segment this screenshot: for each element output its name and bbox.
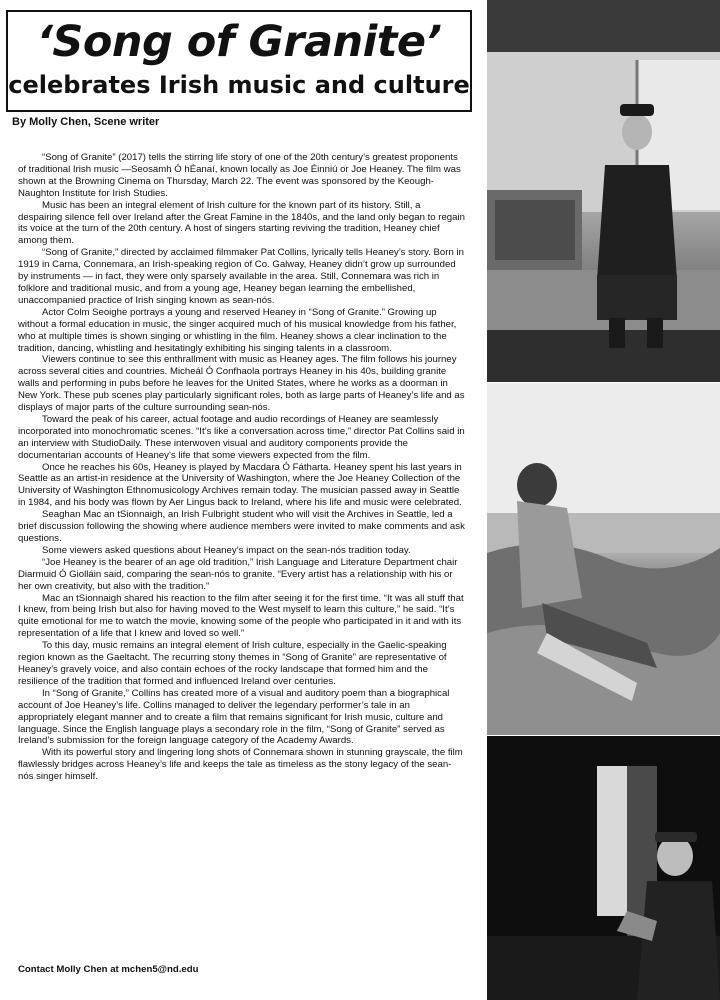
article-paragraph: Actor Colm Seoighe portrays a young and reserved Heaney in “Song of Granite.” Growing up without a formal education in music, the singer acquired much of his musical knowledge from his father, who at multiple times is shown singing or whistling in the film. Heaney shows a clear inclination to the tradition, dancing, whistling and hesitatingly exhibiting his singing talents in a classroom. — [18, 306, 457, 354]
headline-title: ‘Song of Granite’ — [36, 17, 442, 67]
article-paragraph: Mac an tSionnaigh shared his reaction to the film after seeing it for the first time. “It was all stuff that I knew, from being Irish but also for having moved to the West myself to learn this culture,” he said. “It’s quite emotional for me to watch the movie, knowing some of the people who participated in it and with its representation of a life that I knew and loved so well.” — [18, 592, 464, 640]
article-paragraph: “Song of Granite” (2017) tells the stirring life story of one of the 20th century’s greatest proponents of traditional Irish music —Seosamh Ó hÉanaí, known locally as Joe Éinniú or Joe Heaney. The film was shown at the Browning Cinema on Thursday, March 22. The event was sponsored by the Keough-Naughton Institute for Irish Studies. — [18, 152, 461, 199]
article-paragraph: With its powerful story and lingering long shots of Connemara shown in stunning grayscale, the film flawlessly bridges across Heaney’s life and keeps the tale as timeless as the stony legacy of the sean-nós singer himself. — [18, 747, 463, 783]
article-paragraph: Once he reaches his 60s, Heaney is played by Macdara Ó Fátharta. Heaney spent his last years in Seattle as an artist-in residence at the University of Washington, where the Joe Heaney Collection of the University of Washington Ethnomusicology Archives remain today. The musician passed away in Seattle in 1984, and his body was flown by Aer Lingus back to Ireland, where his life and music were celebrated. — [18, 461, 462, 509]
byline: By Molly Chen, Scene writer — [12, 116, 160, 128]
article-paragraph: Toward the peak of his career, actual footage and audio recordings of Heaney are seamlessly incorporated into monochromatic scenes. “It’s like a conversation across time,” director Pat Collins said in an interview with StudioDaily. These interwoven visual and auditory components provide the documentarian accounts of Heaney’s life that some viewers expected from the film. — [18, 413, 465, 461]
article-paragraph: In “Song of Granite,” Collins has created more of a visual and auditory poem than a biographical account of Joe Heaney’s life. Collins managed to deliver the legendary performer’s tale in an appropriately elegant manner and to create a film that remains significant for Irish music, culture and language. Since the English language plays a secondary role in the film, “Song of Granite” served as Ireland’s submission for the foreign language category of the Academy Awards. — [18, 687, 450, 747]
film-still-doorman-photo — [487, 0, 720, 382]
headline-box — [6, 10, 472, 112]
article-paragraph: Music has been an integral element of Irish culture for the known part of its history. Still, a despairing silence fell over Ireland after the Great Famine in the 1840s, and the land only began to regain its voice at the turn of the 20th century. A host of singers starting reviving the tradition, Heaney chief among them. — [18, 199, 465, 247]
article-paragraph: “Joe Heaney is the bearer of an age old tradition,” Irish Language and Literature Department chair Diarmuid Ó Giolláin said, comparing the sean-nós to granite. “Every artist has a relationship with his or her own creativity, but also with the tradition.” — [18, 556, 458, 592]
article-paragraph: “Song of Granite,” directed by acclaimed filmmaker Pat Collins, lyrically tells Heaney’s story. Born in 1919 in Carna, Connemara, an Irish-speaking region of Co. Galway, Heaney didn’t grow up surrounded by instruments — in fact, they were only sparsely available in the area. Still, Connemara was rich in folklore and traditional music, and from a young age, Heaney began learning the embellished, unaccompanied practice of Irish singing known as sean-nós. — [18, 247, 464, 306]
article-body — [18, 152, 466, 783]
article-paragraph: Viewers continue to see this enthrallment with music as Heaney ages. The film follows his journey across several cities and countries. Micheál Ó Confhaola portrays Heaney in his 40s, building granite walls and performing in pubs before he leaves for the United States, where he works as a doorman in New York. These pub scenes play particularly significant roles, both as large parts of Heaney’s life and as displays of major parts of the culture surrounding sean-nós. — [18, 354, 465, 414]
article-paragraph: Seaghan Mac an tSionnaigh, an Irish Fulbright student who will visit the Archives in Seattle, led a brief discussion following the showing where audience members were invited to make comments and ask questions. — [18, 509, 465, 544]
contact-line: Contact Molly Chen at mchen5@nd.edu — [18, 964, 199, 975]
film-still-old-doorman-photo — [487, 736, 720, 1000]
article-paragraph: Some viewers asked questions about Heaney’s impact on the sean-nós tradition today. — [42, 544, 411, 556]
headline-subtitle: celebrates Irish music and culture — [8, 71, 470, 99]
film-still-boy-on-rocks-photo — [487, 383, 720, 735]
article-paragraph: To this day, music remains an integral element of Irish culture, especially in the Gaelic-speaking region known as the Gaeltacht. The recurring stony themes in “Song of Granite” are representative of Heaney’s gravely voice, and also contain echoes of the rocky landscape that formed him and the resilience of the tradition that formed and influenced Ireland over centuries. — [18, 640, 447, 687]
